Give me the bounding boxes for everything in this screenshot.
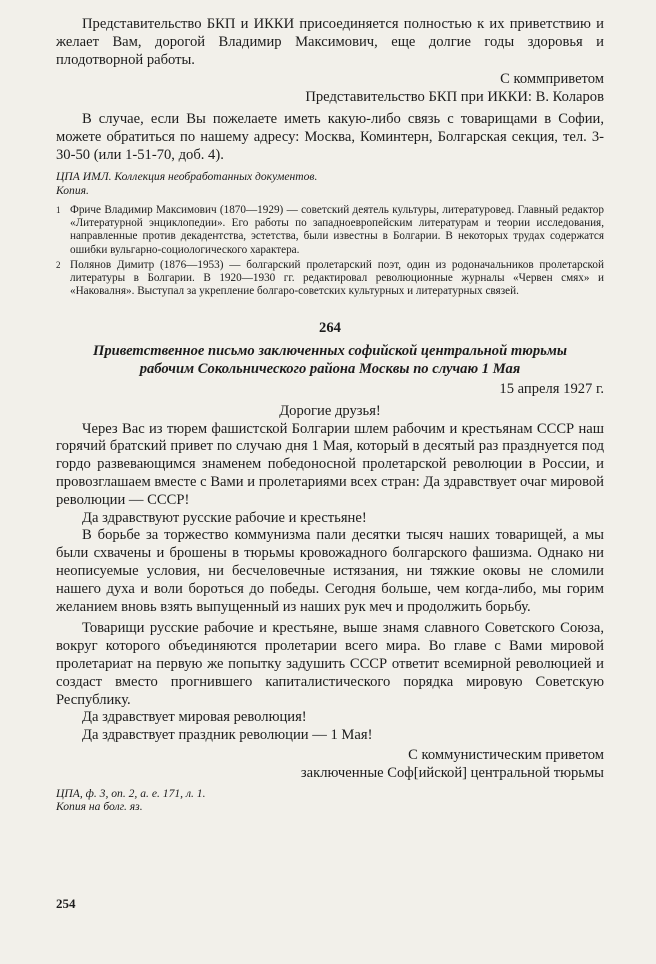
letter-source: ЦПА, ф. 3, оп. 2, а. е. 171, л. 1. (56, 786, 206, 800)
footnote (56, 204, 604, 257)
footnote-mark: 2 (56, 259, 61, 270)
page-number: 254 (56, 896, 76, 911)
copy-note: Копия. (56, 184, 89, 198)
body-paragraph: В борьбе за торжество коммунизма пали десятки тысяч наших товарищей, а мы были схвачены и брошены в тюрьмы кровожадного болгарского фашизма. Однако ни неописуемые условия, ни бесчеловечные истязания, ни тяжкие оковы не сломили нашего духа и воли бороться до победы. Сегодня больше, чем когда-либо, мы горим желанием вновь взять выпущенный из наших рук меч и продолжить борьбу. (56, 527, 604, 615)
document-title: Приветственное письмо заключенных софийской центральной тюрьмы рабочим Сокольнического района Москвы по случаю 1 Мая (93, 343, 567, 378)
document-date: 15 апреля 1927 г. (499, 380, 604, 397)
footnote-text: Фриче Владимир Максимович (1870—1929) — советский деятель культуры, литературовед. Главный редактор «Литературной энциклопедии». Его работы по западноевропейским литературам и теории исследования, направленные против декадентства, эстетства, были известны в Болгарии. В некоторых трудах содержатся ошибки вульгарно-социологического характера. (70, 203, 604, 256)
body-paragraph: Да здравствуют русские рабочие и крестьяне! (82, 509, 367, 526)
body-paragraph: Да здравствует мировая революция! (82, 709, 307, 726)
intro-closing: С коммприветом (500, 71, 604, 88)
body-paragraph: Через Вас из тюрем фашистской Болгарии шлем рабочим и крестьянам СССР наш горячий братский привет по случаю дня 1 Мая, который в десятый раз празднуется под гордо развевающимся знаменем победоносной пролетарской революции в России, и провозглашаем вместе с Вами и пролетариями всех стран: Да здравствует очаг мировой революции — СССР! (56, 420, 604, 508)
document-page (56, 16, 604, 814)
letter-signature: заключенные Соф[ийской] центральной тюрьмы (300, 764, 604, 781)
greeting: Дорогие друзья! (279, 402, 381, 419)
footnotes (56, 204, 604, 298)
document-number: 264 (319, 320, 341, 337)
footnote (56, 259, 604, 299)
archive-source: ЦПА ИМЛ. Коллекция необработанных документов. (56, 170, 318, 184)
body-paragraph: Товарищи русские рабочие и крестьяне, выше знамя славного Советского Союза, вокруг которого объединяются пролетарии всего мира. Во главе с Вами мировой пролетариат на первую же попытку задушить СССР ответит всемирной революцией и создаст вместо прогнившего капиталистического порядка мировую Советскую Республику. (56, 620, 604, 708)
footnote-text: Полянов Димитр (1876—1953) — болгарский пролетарский поэт, один из родоначальников пролетарской литературы в Болгарии. В 1920—1930 гг. редактировал революционные журналы «Червен смях» и «Наковалня». Выступал за укрепление болгаро-советских культурных и литературных связей. (70, 258, 604, 298)
letter-closing: С коммунистическим приветом (408, 746, 604, 763)
intro-paragraph: Представительство БКП и ИККИ присоединяется полностью к их приветствию и желает Вам, дорогой Владимир Максимович, еще долгие годы здоровья и плодотворной работы. (56, 16, 604, 68)
letter-copy-note: Копия на болг. яз. (56, 800, 143, 814)
footnote-mark: 1 (56, 204, 61, 215)
body-paragraph: Да здравствует праздник революции — 1 Мая! (82, 727, 373, 744)
address-paragraph: В случае, если Вы пожелаете иметь какую-либо связь с товарищами в Софии, можете обратиться по нашему адресу: Москва, Коминтерн, Болгарская секция, тел. 3-30-50 (или 1-51-70, доб. 4). (56, 110, 604, 163)
intro-signature: Представительство БКП при ИККИ: В. Коларов (305, 89, 604, 106)
